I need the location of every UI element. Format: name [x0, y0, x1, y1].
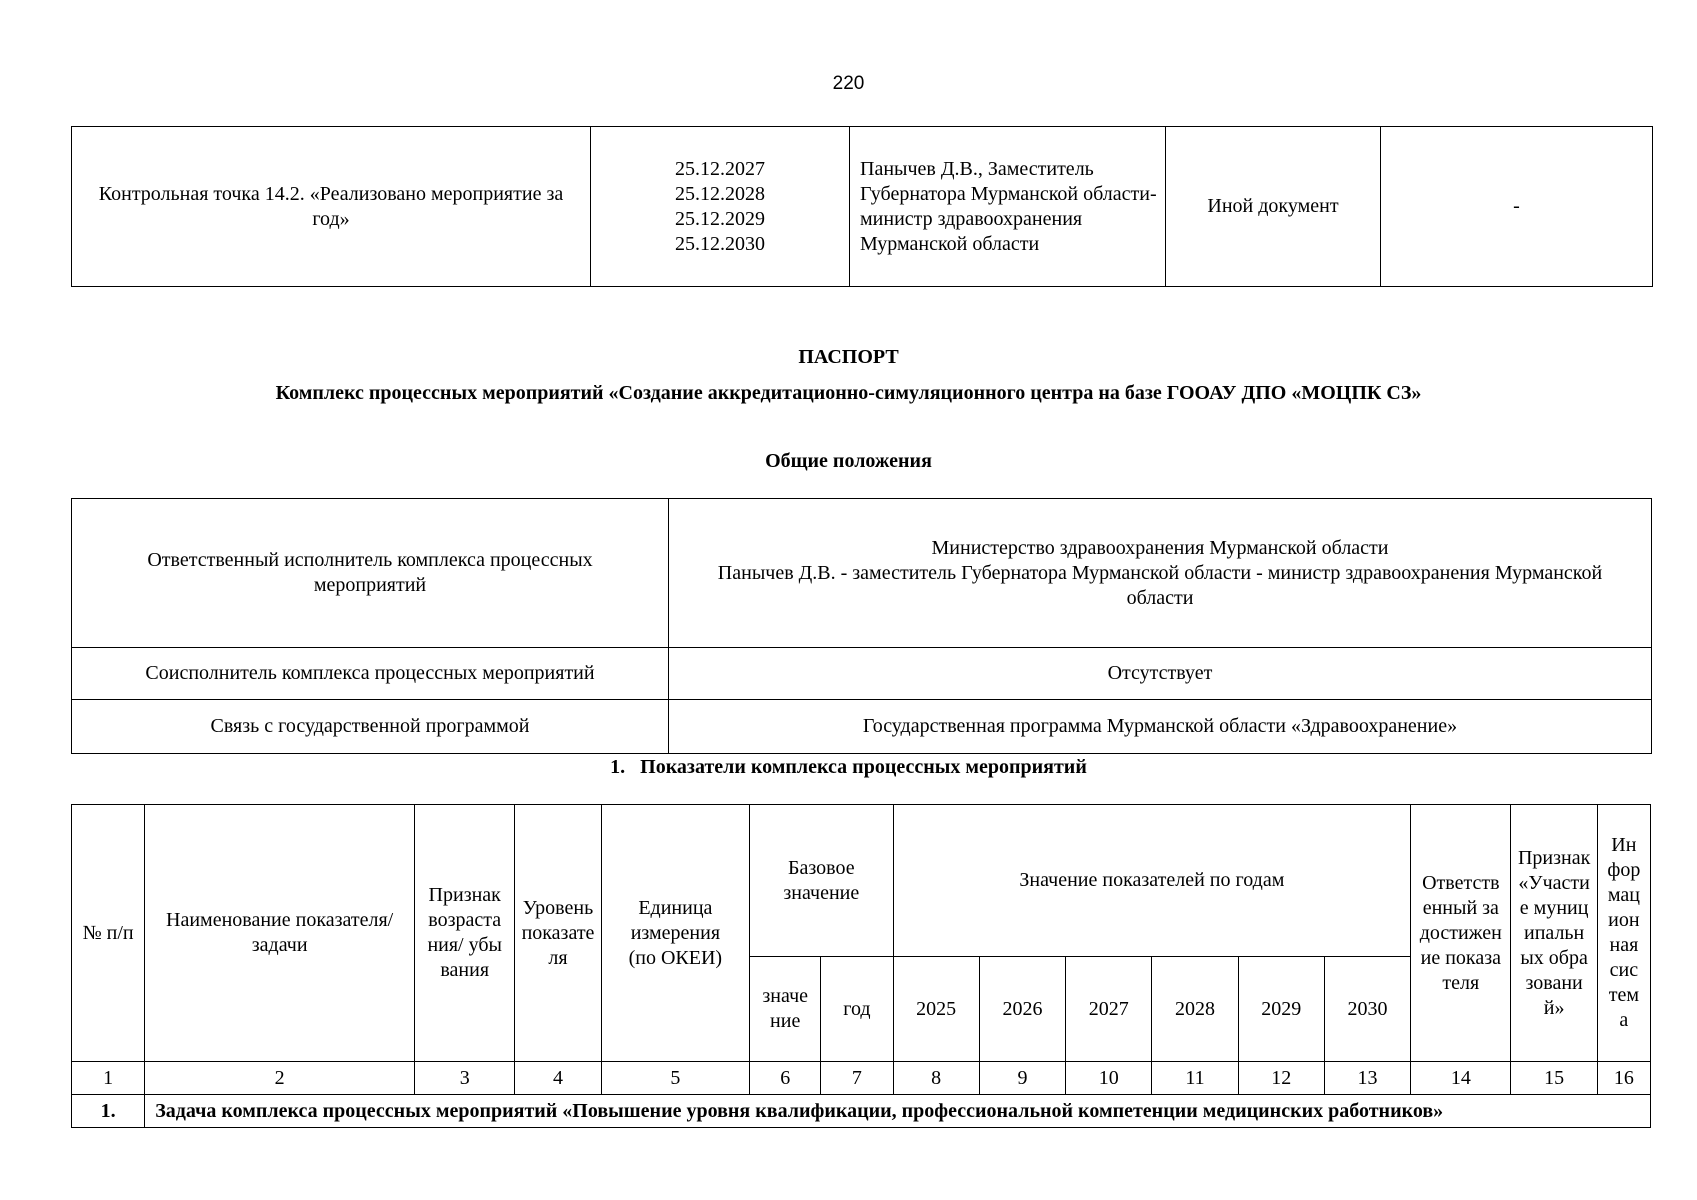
- indicators-header-row: [72, 805, 1651, 957]
- header-responsible: Ответственный за достижение показателя: [1411, 805, 1511, 1062]
- column-number: 12: [1238, 1062, 1324, 1095]
- general-row: [72, 499, 1652, 648]
- header-values-by-year: Значение показателей по годам: [893, 805, 1411, 957]
- control-point-dates: [591, 127, 850, 287]
- column-number: 5: [601, 1062, 749, 1095]
- header-base: Базовое значение: [750, 805, 893, 957]
- passport-title: ПАСПОРТ: [798, 346, 899, 368]
- control-point-date: 25.12.2030: [675, 232, 765, 255]
- header-info-system: Информационная система: [1597, 805, 1650, 1062]
- indicators-heading: [0, 756, 1697, 779]
- header-year: 2025: [893, 957, 979, 1062]
- column-number: 6: [750, 1062, 821, 1095]
- control-point-date: 25.12.2028: [675, 182, 765, 205]
- control-point-info: -: [1381, 127, 1653, 287]
- header-year: 2028: [1152, 957, 1238, 1062]
- general-row: [72, 700, 1652, 754]
- header-sign: Признак возрастания/ убывания: [415, 805, 515, 1062]
- control-point-name: Контрольная точка 14.2. «Реализовано мероприятие за год»: [72, 127, 591, 287]
- header-base-value: значение: [750, 957, 821, 1062]
- column-number: 1: [72, 1062, 145, 1095]
- general-label: Соисполнитель комплекса процессных мероприятий: [72, 648, 669, 700]
- general-heading: Общие положения: [765, 450, 932, 472]
- control-point-row: [72, 127, 1653, 287]
- general-value-line: Панычев Д.В. - заместитель Губернатора Мурманской области - министр здравоохранения Мурманской области: [717, 561, 1603, 609]
- task-row: [72, 1095, 1651, 1128]
- column-number: 3: [415, 1062, 515, 1095]
- general-row: [72, 648, 1652, 700]
- column-number: 15: [1511, 1062, 1597, 1095]
- column-number: 2: [145, 1062, 415, 1095]
- header-year: 2030: [1324, 957, 1410, 1062]
- column-number: 13: [1324, 1062, 1410, 1095]
- header-year: 2029: [1238, 957, 1324, 1062]
- task-text: Задача комплекса процессных мероприятий «Повышение уровня квалификации, профессиональной компетенции медицинских работников»: [145, 1095, 1651, 1128]
- column-number: 16: [1597, 1062, 1650, 1095]
- column-number: 7: [821, 1062, 893, 1095]
- column-number: 10: [1066, 1062, 1152, 1095]
- header-level: Уровень показателя: [515, 805, 601, 1062]
- control-point-document: Иной документ: [1166, 127, 1381, 287]
- task-number: 1.: [72, 1095, 145, 1128]
- column-number: 9: [979, 1062, 1065, 1095]
- general-value-line: Министерство здравоохранения Мурманской области: [931, 536, 1389, 559]
- header-name: Наименование показателя/задачи: [145, 805, 415, 1062]
- indicators-section-number: 1.: [610, 756, 626, 778]
- column-number: 4: [515, 1062, 601, 1095]
- header-unit: Единица измерения (по ОКЕИ): [601, 805, 749, 1062]
- header-num: № п/п: [72, 805, 145, 1062]
- header-base-year: год: [821, 957, 893, 1062]
- indicators-section-title: Показатели комплекса процессных мероприятий: [640, 756, 1087, 778]
- header-year: 2027: [1066, 957, 1152, 1062]
- general-label: Связь с государственной программой: [72, 700, 669, 754]
- column-numbers-row: [72, 1062, 1651, 1095]
- general-value: [669, 499, 1652, 648]
- general-provisions-table: [71, 498, 1652, 754]
- control-point-responsible: Панычев Д.В., Заместитель Губернатора Мурманской области-министр здравоохранения Мурманской области: [850, 127, 1166, 287]
- passport-subtitle: Комплекс процессных мероприятий «Создание аккредитационно-симуляционного центра на базе ГООАУ ДПО «МОЦПК СЗ»: [275, 382, 1422, 404]
- control-point-date: 25.12.2029: [675, 207, 765, 230]
- column-number: 14: [1411, 1062, 1511, 1095]
- general-value: Государственная программа Мурманской области «Здравоохранение»: [669, 700, 1652, 754]
- general-label: Ответственный исполнитель комплекса процессных мероприятий: [72, 499, 669, 648]
- general-value: Отсутствует: [669, 648, 1652, 700]
- header-municipal: Признак «Участие муниципальных образований»: [1511, 805, 1597, 1062]
- header-year: 2026: [979, 957, 1065, 1062]
- control-point-date: 25.12.2027: [675, 157, 765, 180]
- page-number: 220: [832, 73, 865, 94]
- control-point-table: [71, 126, 1653, 287]
- column-number: 11: [1152, 1062, 1238, 1095]
- column-number: 8: [893, 1062, 979, 1095]
- indicators-table: [71, 804, 1651, 1128]
